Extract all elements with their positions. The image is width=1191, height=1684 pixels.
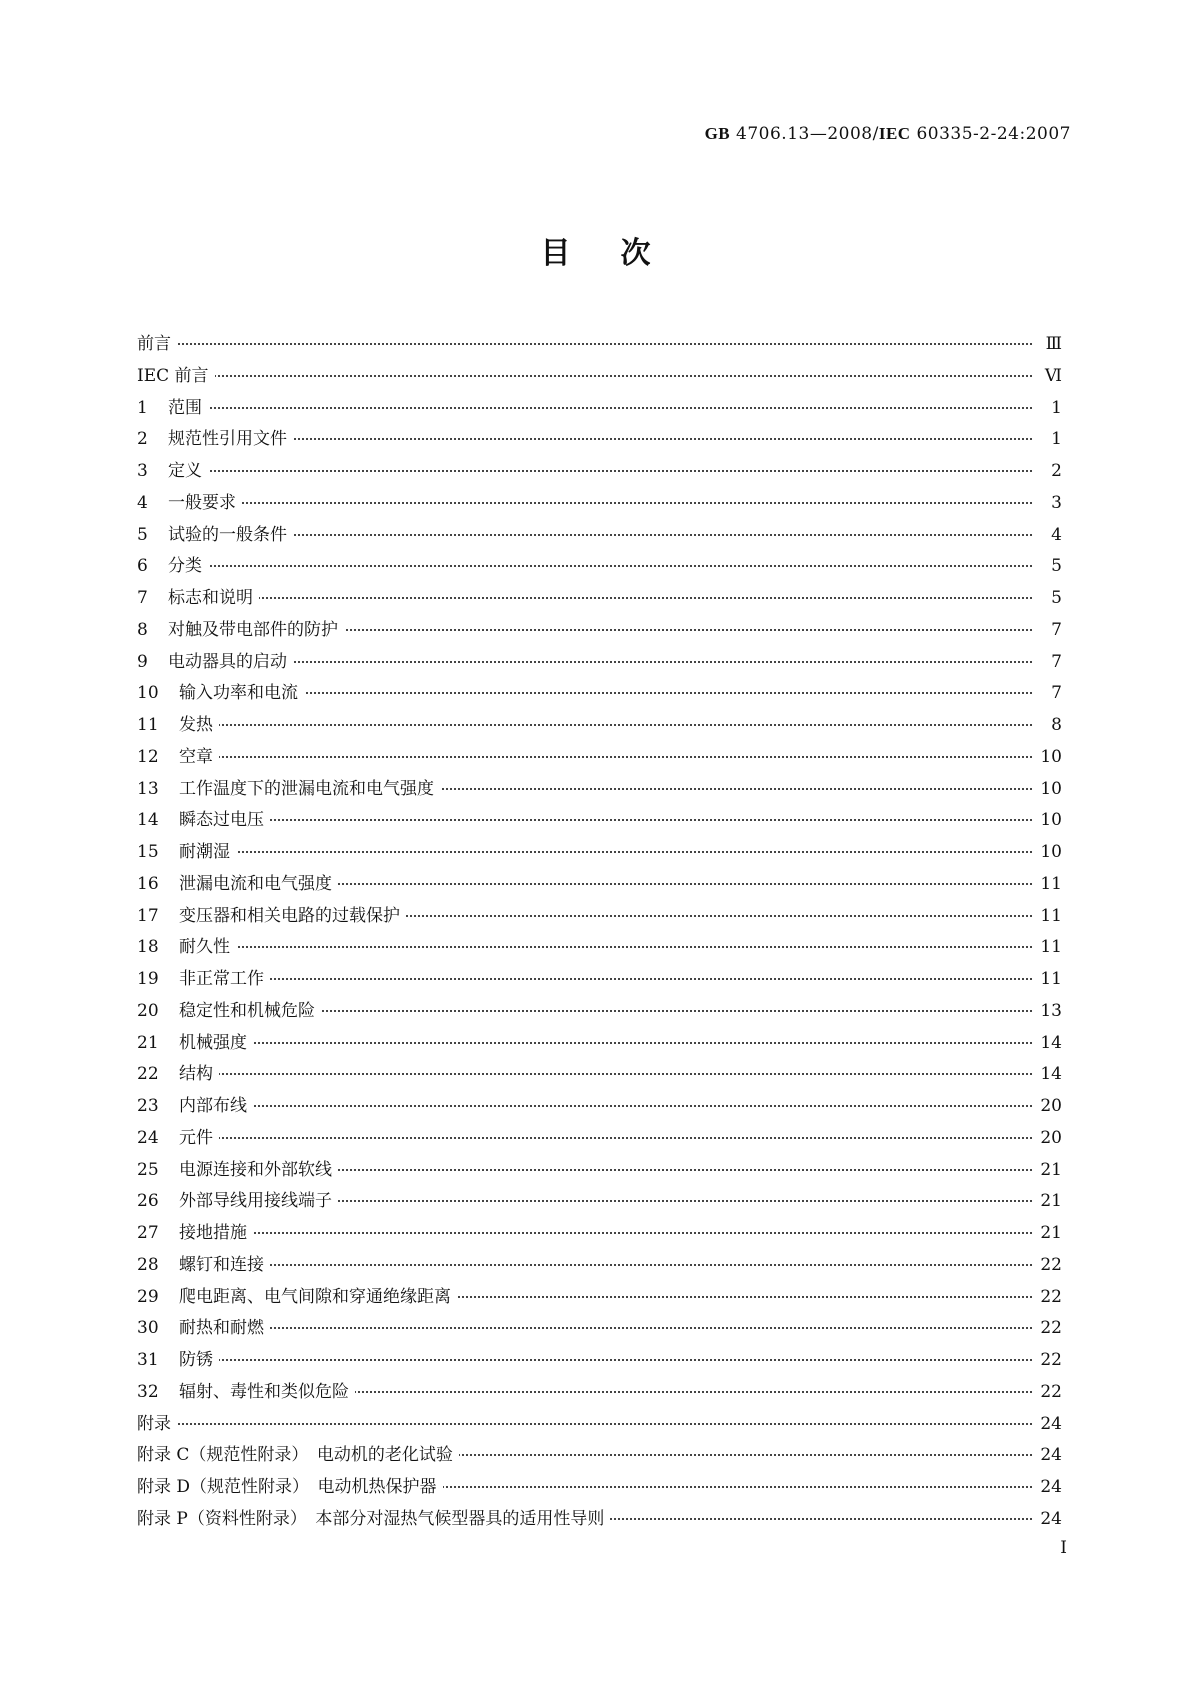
toc-entry[interactable]: [137, 809, 1062, 841]
toc-entry[interactable]: [137, 1159, 1062, 1191]
toc-entry-text: 工作温度下的泄漏电流和电气强度: [179, 778, 434, 799]
toc-entry-page: Ⅲ: [1042, 333, 1062, 355]
toc-entry-label: [137, 1063, 219, 1085]
toc-entry-number: 14: [137, 810, 159, 831]
toc-entry-number: 5: [137, 524, 148, 545]
toc-entry-page: 11: [1036, 936, 1062, 958]
dot-leader: [137, 819, 1032, 821]
toc-entry-label: [137, 1317, 270, 1339]
toc-entry-label: [137, 651, 293, 673]
toc-entry-page: 10: [1036, 778, 1062, 800]
toc-entry-label: [137, 968, 270, 990]
toc-entry[interactable]: [137, 841, 1062, 873]
toc-entry-text: IEC 前言: [137, 365, 209, 386]
toc-entry-text: 爬电距离、电气间隙和穿通绝缘距离: [179, 1286, 451, 1307]
toc-entry[interactable]: [137, 968, 1062, 1000]
toc-entry-label: [137, 397, 208, 419]
toc-entry-number: 32: [137, 1381, 159, 1402]
toc-entry[interactable]: [137, 1444, 1062, 1476]
toc-entry[interactable]: [137, 428, 1062, 460]
toc-entry-text: 定义: [168, 461, 202, 481]
toc-entry-text: 瞬态过电压: [179, 810, 264, 831]
toc-entry-label: [137, 841, 236, 863]
toc-entry-label: [137, 1349, 219, 1371]
toc-entry-page: 4: [1047, 524, 1062, 546]
toc-entry[interactable]: [137, 460, 1062, 492]
toc-entry-text: 附录 P（资料性附录） 本部分对湿热气候型器具的适用性导则: [137, 1508, 605, 1529]
toc-entry[interactable]: [137, 1476, 1062, 1508]
toc-entry[interactable]: [137, 492, 1062, 524]
toc-entry[interactable]: [137, 1222, 1062, 1254]
toc-entry-label: [137, 1254, 270, 1276]
toc-entry-page: 21: [1036, 1190, 1062, 1212]
table-of-contents: [137, 333, 1062, 1540]
toc-entry-number: 26: [137, 1191, 159, 1212]
toc-entry[interactable]: [137, 397, 1062, 429]
toc-entry-page: 10: [1036, 809, 1062, 831]
dot-leader: [137, 343, 1032, 345]
toc-entry-page: 7: [1047, 651, 1062, 673]
toc-entry[interactable]: [137, 524, 1062, 556]
toc-entry-text: 接地措施: [179, 1223, 247, 1243]
dot-leader: [137, 375, 1032, 377]
toc-entry[interactable]: [137, 1000, 1062, 1032]
toc-entry-number: 11: [137, 715, 159, 735]
toc-entry-text: 附录: [137, 1413, 171, 1434]
toc-entry-number: 15: [137, 842, 159, 862]
dot-leader: [137, 407, 1032, 409]
dot-leader: [137, 597, 1032, 599]
toc-entry[interactable]: [137, 905, 1062, 937]
toc-entry[interactable]: [137, 873, 1062, 905]
dot-leader: [137, 1073, 1032, 1075]
toc-entry-label: [137, 778, 440, 800]
toc-entry-label: [137, 873, 338, 895]
toc-entry-text: 电源连接和外部软线: [179, 1159, 332, 1180]
toc-entry-page: 2: [1047, 460, 1062, 482]
toc-entry-number: 16: [137, 873, 159, 894]
toc-entry-page: 21: [1036, 1222, 1062, 1244]
toc-entry-label: [137, 1381, 355, 1403]
dot-leader: [137, 1105, 1032, 1107]
toc-entry-number: 3: [137, 461, 148, 481]
toc-entry[interactable]: [137, 746, 1062, 778]
toc-entry-page: 3: [1047, 492, 1062, 514]
toc-entry-number: 4: [137, 492, 148, 513]
toc-entry-label: [137, 682, 304, 704]
dot-leader: [137, 756, 1032, 758]
toc-entry-text: 辐射、毒性和类似危险: [179, 1381, 349, 1402]
toc-entry[interactable]: [137, 714, 1062, 746]
dot-leader: [137, 1359, 1032, 1361]
toc-entry-page: 14: [1036, 1063, 1062, 1085]
toc-entry-page: 14: [1036, 1032, 1062, 1054]
toc-entry-text: 耐久性: [179, 937, 230, 958]
toc-entry-label: [137, 905, 406, 927]
toc-entry[interactable]: [137, 936, 1062, 968]
page-number: I: [1060, 1538, 1067, 1558]
toc-entry-page: 24: [1036, 1413, 1062, 1435]
toc-entry-text: 非正常工作: [179, 969, 264, 989]
toc-entry[interactable]: [137, 778, 1062, 810]
dot-leader: [137, 1327, 1032, 1329]
toc-entry[interactable]: [137, 1254, 1062, 1286]
toc-entry-text: 稳定性和机械危险: [179, 1000, 315, 1021]
toc-entry-text: 内部布线: [179, 1096, 247, 1116]
toc-entry-text: 防锈: [179, 1350, 213, 1370]
toc-entry-page: 21: [1036, 1159, 1062, 1181]
toc-entry-label: [137, 1508, 610, 1530]
toc-entry-label: [137, 936, 236, 958]
toc-entry-text: 一般要求: [168, 492, 236, 513]
toc-entry-label: [137, 555, 208, 577]
toc-entry-label: [137, 333, 177, 355]
toc-entry[interactable]: [137, 1317, 1062, 1349]
toc-entry-page: 13: [1036, 1000, 1062, 1022]
toc-entry-label: [137, 428, 293, 450]
toc-entry[interactable]: [137, 1286, 1062, 1318]
toc-entry-number: 30: [137, 1318, 159, 1339]
dot-leader: [137, 502, 1032, 504]
toc-entry-page: 24: [1036, 1476, 1062, 1498]
toc-entry[interactable]: [137, 365, 1062, 397]
toc-entry-text: 附录 D（规范性附录） 电动机热保护器: [137, 1477, 437, 1497]
toc-entry-label: [137, 714, 219, 736]
toc-entry-label: [137, 1190, 338, 1212]
toc-entry-page: 1: [1047, 397, 1062, 419]
toc-entry-label: [137, 587, 259, 609]
toc-entry-label: [137, 1095, 253, 1117]
dot-leader: [137, 470, 1032, 472]
dot-leader: [137, 1137, 1032, 1139]
toc-entry-number: 10: [137, 683, 159, 704]
toc-entry-text: 范围: [168, 397, 202, 418]
toc-entry-page: 22: [1036, 1254, 1062, 1276]
toc-entry[interactable]: [137, 1381, 1062, 1413]
toc-entry-page: 11: [1036, 968, 1062, 990]
toc-entry[interactable]: [137, 1508, 1062, 1540]
toc-entry-page: 5: [1047, 555, 1062, 577]
toc-entry-text: 外部导线用接线端子: [179, 1191, 332, 1212]
toc-entry-page: 10: [1036, 841, 1062, 863]
toc-entry-text: 前言: [137, 334, 171, 354]
toc-entry-label: [137, 492, 242, 514]
toc-entry-page: 20: [1036, 1095, 1062, 1117]
toc-entry-text: 发热: [179, 715, 213, 735]
toc-entry-text: 泄漏电流和电气强度: [179, 873, 332, 894]
toc-entry-text: 附录 C（规范性附录） 电动机的老化试验: [137, 1445, 453, 1466]
toc-entry-label: [137, 1159, 338, 1181]
toc-entry-number: 9: [137, 651, 148, 672]
dot-leader: [137, 724, 1032, 726]
toc-entry-label: [137, 746, 219, 768]
toc-entry-label: [137, 1476, 443, 1498]
toc-entry-text: 螺钉和连接: [179, 1254, 264, 1275]
toc-entry[interactable]: [137, 1095, 1062, 1127]
document-code: GB 4706.13—2008/IEC 60335-2-24:2007: [704, 124, 1071, 144]
toc-entry-number: 27: [137, 1223, 159, 1243]
toc-entry-text: 元件: [179, 1127, 213, 1148]
toc-entry-page: 1: [1047, 428, 1062, 450]
toc-entry-page: 22: [1036, 1317, 1062, 1339]
toc-entry-page: 8: [1047, 714, 1062, 736]
toc-entry-number: 19: [137, 969, 159, 989]
toc-entry[interactable]: [137, 1127, 1062, 1159]
toc-entry-page: 24: [1036, 1508, 1062, 1530]
toc-entry-label: [137, 1413, 177, 1435]
dot-leader: [137, 1042, 1032, 1044]
toc-entry-text: 电动器具的启动: [168, 651, 287, 672]
toc-entry-label: [137, 460, 208, 482]
toc-entry[interactable]: [137, 651, 1062, 683]
toc-entry-label: [137, 1286, 457, 1308]
toc-entry-page: Ⅵ: [1041, 365, 1062, 387]
toc-entry-page: 7: [1047, 682, 1062, 704]
toc-entry-number: 29: [137, 1286, 159, 1307]
toc-entry-page: 24: [1036, 1444, 1062, 1466]
toc-entry-page: 11: [1036, 905, 1062, 927]
toc-entry-text: 耐热和耐燃: [179, 1318, 264, 1339]
toc-entry-label: [137, 1222, 253, 1244]
dot-leader: [137, 1423, 1032, 1425]
toc-entry-number: 8: [137, 619, 148, 640]
toc-entry-label: [137, 1000, 321, 1022]
dot-leader: [137, 851, 1032, 853]
toc-entry[interactable]: [137, 1063, 1062, 1095]
toc-entry-text: 规范性引用文件: [168, 429, 287, 450]
toc-entry-number: 2: [137, 429, 148, 450]
toc-entry-number: 24: [137, 1127, 159, 1148]
toc-entry-number: 6: [137, 556, 148, 577]
toc-entry-number: 20: [137, 1000, 159, 1021]
toc-entry-text: 空章: [179, 746, 213, 767]
toc-entry-number: 23: [137, 1096, 159, 1116]
toc-entry-label: [137, 809, 270, 831]
toc-entry-page: 22: [1036, 1381, 1062, 1403]
dot-leader: [137, 1264, 1032, 1266]
toc-entry-page: 20: [1036, 1127, 1062, 1149]
dot-leader: [137, 978, 1032, 980]
dot-leader: [137, 1232, 1032, 1234]
toc-entry[interactable]: [137, 1349, 1062, 1381]
toc-entry[interactable]: [137, 587, 1062, 619]
toc-entry-text: 试验的一般条件: [168, 524, 287, 545]
page-title: 目次: [540, 236, 701, 271]
toc-entry[interactable]: [137, 1413, 1062, 1445]
toc-entry[interactable]: [137, 333, 1062, 365]
toc-entry-page: 22: [1036, 1349, 1062, 1371]
toc-entry-number: 13: [137, 778, 159, 799]
toc-entry-label: [137, 619, 344, 641]
toc-entry-number: 22: [137, 1064, 159, 1085]
toc-entry-number: 17: [137, 905, 159, 926]
dot-leader: [137, 565, 1032, 567]
toc-entry-text: 变压器和相关电路的过载保护: [179, 905, 400, 926]
toc-entry-number: 31: [137, 1350, 159, 1370]
toc-entry-page: 7: [1047, 619, 1062, 641]
toc-entry-text: 分类: [168, 556, 202, 577]
toc-entry-number: 21: [137, 1032, 159, 1053]
toc-entry[interactable]: [137, 555, 1062, 587]
toc-entry-label: [137, 1127, 219, 1149]
dot-leader: [137, 946, 1032, 948]
toc-entry-text: 结构: [179, 1064, 213, 1085]
toc-entry-page: 11: [1036, 873, 1062, 895]
toc-entry[interactable]: [137, 682, 1062, 714]
toc-entry-number: 1: [137, 397, 148, 418]
toc-entry-text: 机械强度: [179, 1032, 247, 1053]
toc-entry-page: 22: [1036, 1286, 1062, 1308]
toc-entry-number: 25: [137, 1159, 159, 1180]
toc-entry-page: 10: [1036, 746, 1062, 768]
toc-entry-label: [137, 524, 293, 546]
toc-entry-page: 5: [1047, 587, 1062, 609]
toc-entry-label: [137, 1444, 459, 1466]
toc-entry[interactable]: [137, 1032, 1062, 1064]
toc-entry[interactable]: [137, 1190, 1062, 1222]
toc-entry[interactable]: [137, 619, 1062, 651]
toc-entry-number: 28: [137, 1254, 159, 1275]
toc-entry-label: [137, 1032, 253, 1054]
toc-entry-number: 12: [137, 746, 159, 767]
toc-entry-number: 7: [137, 588, 148, 608]
toc-entry-label: [137, 365, 215, 387]
toc-entry-text: 对触及带电部件的防护: [168, 619, 338, 640]
toc-entry-text: 标志和说明: [168, 588, 253, 608]
toc-entry-text: 耐潮湿: [179, 842, 230, 862]
toc-entry-number: 18: [137, 937, 159, 958]
toc-entry-text: 输入功率和电流: [179, 683, 298, 704]
